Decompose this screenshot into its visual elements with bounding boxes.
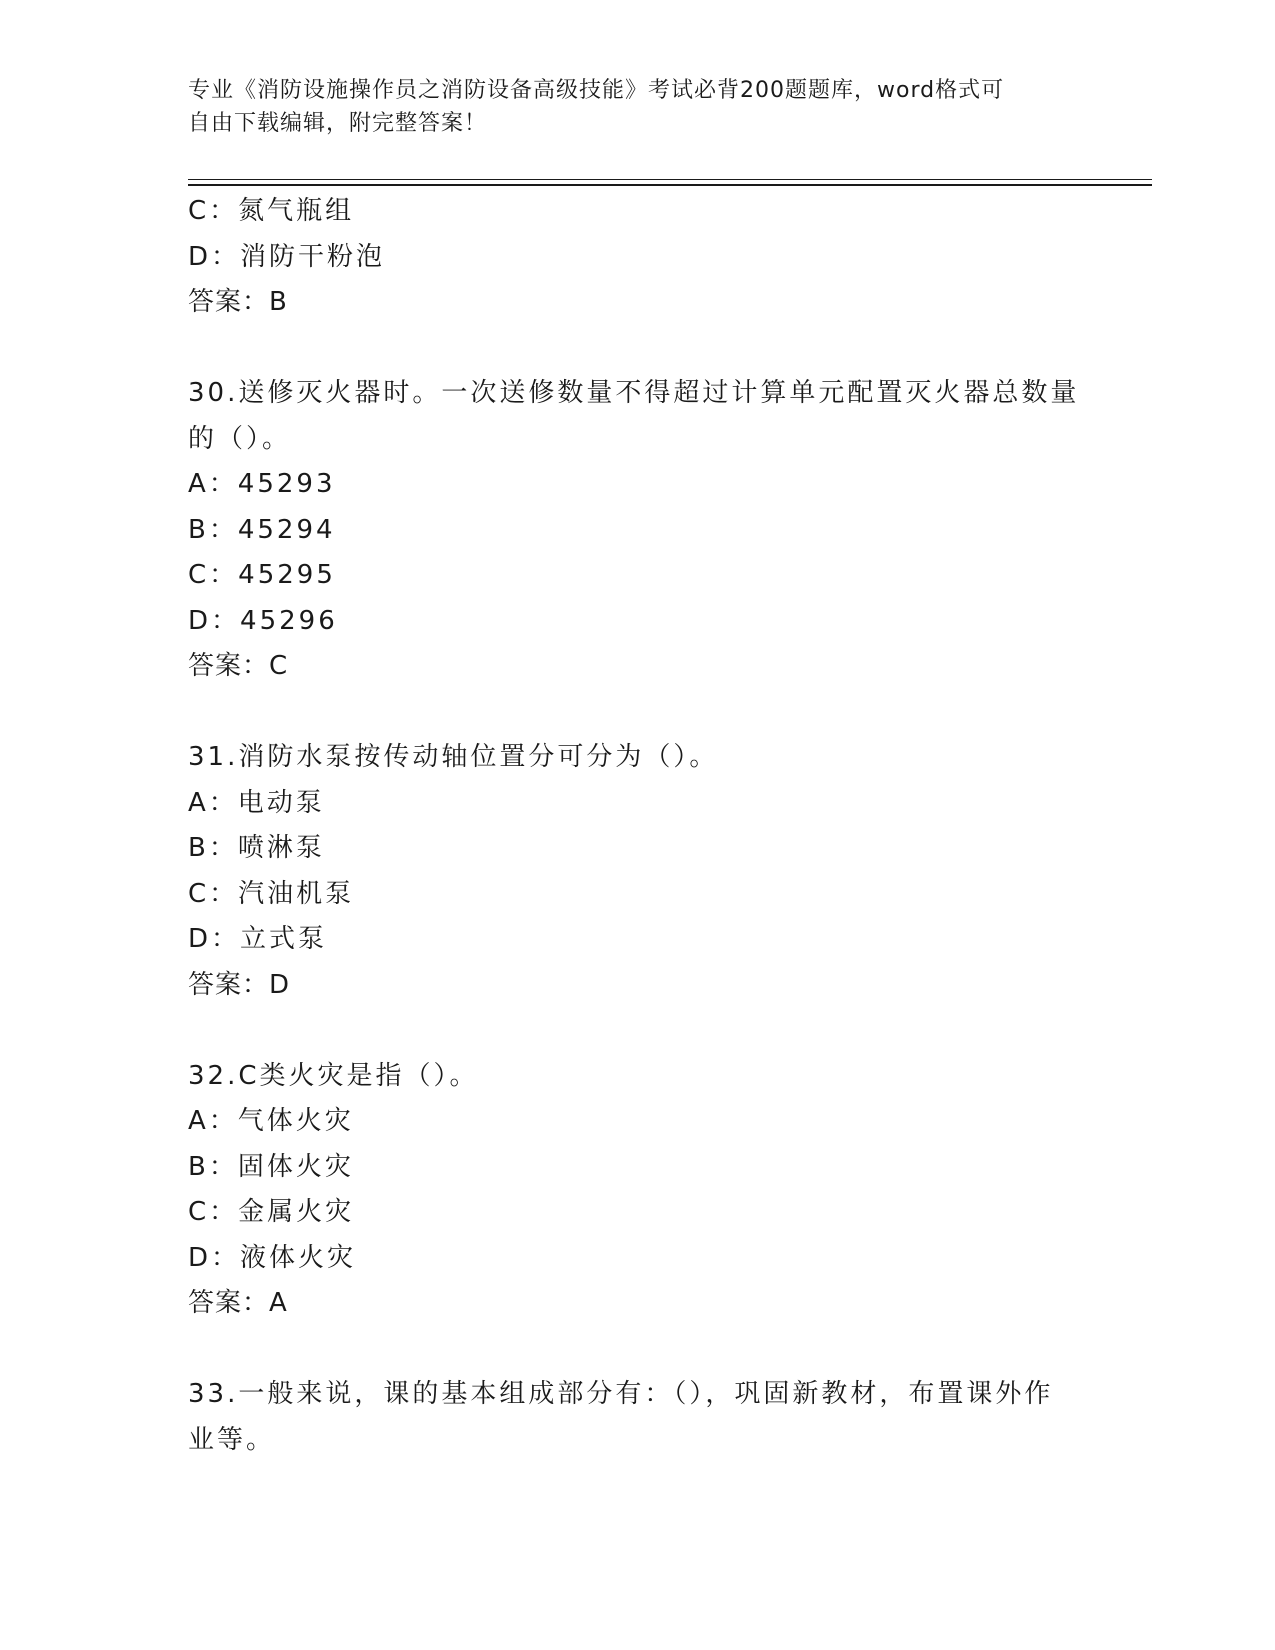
option-c: C：45295 [188,560,336,590]
question-stem: 33.一般来说，课的基本组成部分有：（），巩固新教材，布置课外作 [188,1379,1054,1409]
question-32 [188,1054,1088,1327]
question-30 [188,371,1088,690]
question-33 [188,1372,1088,1463]
answer-line: 答案：C [188,651,289,681]
answer-line: 答案：D [188,969,291,1000]
answer-line: 答案：B [188,287,288,317]
spacer [188,1008,1088,1054]
question-31 [188,735,1088,1008]
option-c: C：金属火灾 [188,1197,355,1227]
option-b: B：喷淋泵 [188,833,325,863]
question-stem: 业等。 [188,1424,276,1455]
option-b: B：固体火灾 [188,1151,354,1182]
header-divider-thin [188,179,1152,180]
header-line-1: 专业《消防设施操作员之消防设备高级技能》考试必背200题题库，word格式可 [188,78,1005,103]
option-a: A：45293 [188,469,336,499]
question-stem: 的（）。 [188,423,292,454]
question-list [188,189,1088,1463]
option-c: C：汽油机泵 [188,878,355,909]
header-divider-thick [188,184,1152,186]
spacer [188,1327,1088,1373]
spacer [188,690,1088,736]
option-a: A：电动泵 [188,787,325,818]
answer-line: 答案：A [188,1288,288,1318]
option-a: A：气体火灾 [188,1106,354,1136]
option-b: B：45294 [188,514,336,545]
question-stem: 32.C类火灾是指（）。 [188,1060,479,1091]
page-header [188,74,1088,140]
option-d: D：45296 [188,605,338,636]
question-stem: 31.消防水泵按传动轴位置分可分为（）。 [188,742,719,772]
header-line-2: 自由下载编辑，附完整答案！ [188,111,488,136]
spacer [188,326,1088,372]
carryover-block [188,189,1088,326]
option-c: C：氮气瓶组 [188,196,355,226]
question-stem: 30.送修灭火器时。一次送修数量不得超过计算单元配置灭火器总数量 [188,378,1080,408]
option-d: D：立式泵 [188,924,328,954]
option-d: D：消防干粉泡 [188,241,386,272]
option-d: D：液体火灾 [188,1242,357,1273]
